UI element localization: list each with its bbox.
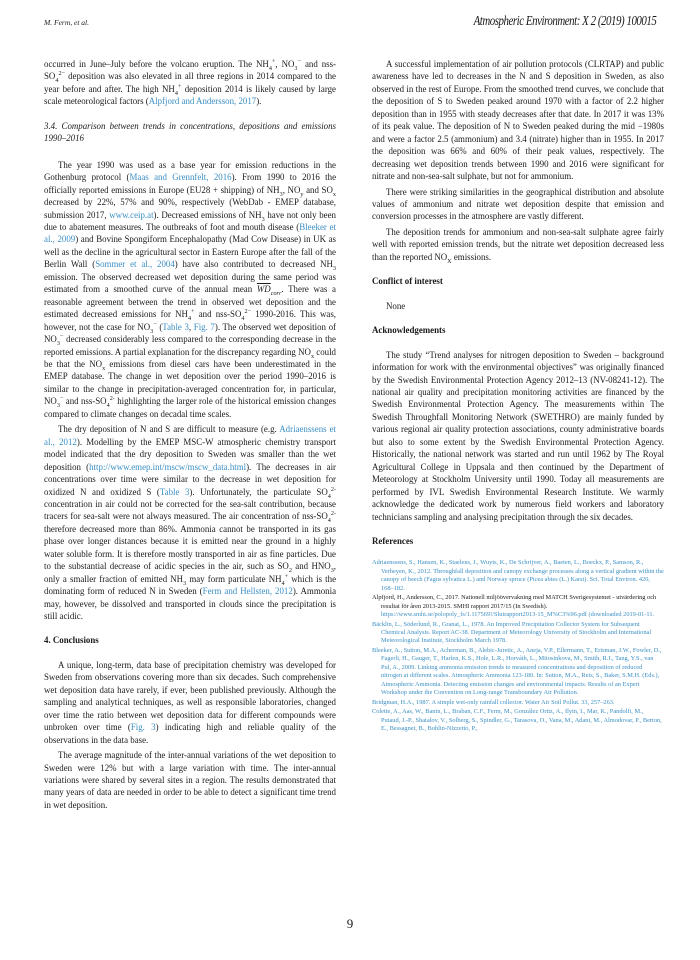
paragraph-acknowledgements: The study “Trend analyses for nitrogen deposition to Sweden – background information for work with the environmental objectives” was originally financed by the Swedish Environmental Protection Agency 2012–13 (NV-08241-12). The national air quality and precipitation monitoring activities are financed by the Swedish Environmental Protection Agency. The measurements within The Swedish Throughfall Monitoring Network (SWETHRO) are mainly funded by various regional air quality protection associations, county administrative boards but also to some extent by the Swedish Environmental Protection Agency. Historically, the national network was started and run until 1962 by The Royal Agricultural College in Uppsala and then continued by the Department of Meteorology at Stockholm University until 1990. Today all measurements are performed by IVL Swedish Environmental Research Institute. We warmly acknowledge the dedicated work by numerous field workers and laboratory technicians sampling and analysing precipitation through the six decades. <box>372 349 664 522</box>
reference-item <box>372 647 664 698</box>
subsection-title: 3.4. Comparison between trends in concentrations, depositions and emissions 1990–2016 <box>44 120 336 144</box>
reference-link[interactable]: https://www.smhi.se/polopoly_fs/1.117569!/Slutrapport2013-15_M%C3%96.pdf (downloaded 2019-01-11. <box>381 611 655 619</box>
left-column <box>44 58 336 814</box>
section-title-conflict: Conflict of interest <box>372 276 443 287</box>
figure-link[interactable]: Fig. 3 <box>130 722 156 733</box>
conflict-text: None <box>386 300 406 311</box>
paragraph-trends: The year 1990 was used as a base year for emission reductions in the Gothenburg protocol (Maas and Grennfelt, 2016). From 1990 to 2016 the officially reported emissions in Europe (EU28 + shipping) of $NH_3$, $NO_y$ and $SO_x$ decreased by 22%, 57% and 90%, respectively (WebDab - EMEP database, submission 2017, www.ceip.at). Decreased emissions of $NH_3$ have not only been due to abatement measures. The outbreaks of foot and mouth disease (Bleeker et al., 2009) and Bovine Spongiform Encephalopathy (Mad Cow Disease) in UK as well as the decline in the agricultural sector in Eastern Europe after the fall of the Berlin Wall (Sommer et al., 2004) have also contributed to decreased $NH_3$ emission. The observed decreased wet deposition during the same period was estimated from a smoothed curve of the annual mean $\overline{WD}_{corr}$. There was a reasonable agreement between the trend in observed wet deposition and the estimated decreased emissions for $NH_4^+$ and nss-$SO_4^{2-}$ 1990-2016. This was, however, not the case for $NO_3^-$ (Table 3, Fig. 7). The observed wet deposition of $NO_3^-$ decreased considerably less compared to the corresponding decrease in the reported emissions. A partial explanation for the discrepancy regarding $NO_x$ could be that the $NO_x$ emissions from diesel cars have been underestimated in the EMEP database. The change in wet deposition over the period 1990–2016 is similar to the change in precipitation-averaged concentration for, in particular, $NO_3^-$ and nss-$SO_4^{2-}$ highlighting the larger role of the historical emission changes compared to climate changes on decadal time scales. <box>44 159 337 419</box>
reference-item <box>372 621 664 646</box>
reference-item: Alpfjord, H., Andersson, C., 2017. Nationell miljöövervakning med MATCH Sverigesystemet - utvärdering och resultat för åren 2013-2015. SMHI rapport 2017/15 (In Swedish). https://www.smhi.se/polopoly_fs/1.117569!/Slutrapport2013-15_M%C3%96.pdf (downloaded 2019-01-11. <box>372 594 657 619</box>
reference-list <box>372 559 664 733</box>
figure-link[interactable]: Fig. 7 <box>193 321 215 332</box>
citation-link[interactable]: Maas and Grennfelt, 2016 <box>129 172 232 183</box>
reference-item <box>372 559 664 593</box>
paragraph-volcano: occurred in June–July before the volcano eruption. The $NH_4^+$, $NO_3^-$ and nss-$SO_4^{2-}$ deposition was also elevated in all three regions in 2014 compared to the year before and after. The high $NH_4^+$ deposition 2014 is likely caused by large scale meteorological factors (Alpfjord and Andersson, 2017). <box>44 58 336 107</box>
paragraph-dry-deposition: The dry deposition of N and S are difficult to measure (e.g. Adriaenssens et al., 2012). Modelling by the EMEP MSC-W atmospheric chemistry transport model indicated that the dry deposition to Sweden was smaller than the wet deposition (http://www.emep.int/mscw/mscw_data.html). The decreases in air concentrations over time were similar to the decrease in wet deposition for oxidized N and oxidized S (Table 3). Unfortunately, the particulate $SO_4^{2-}$ concentration in air could not be corrected for the sea-salt contribution, because tracers for sea-salt were not always measured. The air concentration of nss-$SO_4^{2-}$ therefore decreased more than 86%. Ammonia cannot be transported in its gas phase over longer distances because it is emitted near the ground in a highly water soluble form. It is therefore mostly transported in air as fine particles. Due to the substantial decrease of acidic species in the air, such as $SO_2$ and $HNO_3$, only a smaller fraction of emitted $NH_3$ may form particulate $NH_4^+$ which is the dominating form of reduced N in Sweden (Ferm and Hellsten, 2012). Ammonia may, however, be dissolved and transported in clouds since the precipitation is still acidic. <box>44 424 337 622</box>
paragraph-implementation: A successful implementation of air pollution protocols (CLRTAP) and public awareness have led to decreases in the N and S deposition in Sweden, as also observed in the rest of Europe. From the smoothed trend curves, we conclude that the deposition of S to Sweden peaked around 1970 with a factor of 2.2 higher deposition than in 1955 with steady decreases after that date. In 2017 it was 13% of its peak value. The deposition of N to Sweden peaked during the mid −1980s and were a factor 2.5 (ammonium) and 3.4 (nitrate) higher than in 1955. In 2017 the deposition was 66% and 60% of their peak values, respectively. The decreasing wet deposition trends between 1990 and 2016 were significant for nitrate and non-sea-salt sulphate, but not for ammonium. <box>372 59 664 182</box>
table-link[interactable]: Table 3 <box>159 486 190 497</box>
paragraph-conclusions-2: The average magnitude of the inter-annual variations of the wet deposition to Sweden were 12% but with a large variation with time. The inter-annual variations were shared by several sites in a region. The results demonstrated that many years of data are needed in order to be able to detect a significant time trend in wet deposition. <box>44 750 336 810</box>
page-number: 9 <box>346 916 354 931</box>
reference-link[interactable]: Bäcklin, L., Söderlund, R., Granat, L., 1978. An Improved Precipitation Collector System for Subsequent Chemical Analysis. Report AC-38. Department of Meteorology University of Stockholm and International Meteorological Institute, Stockholm March 1978. <box>372 620 652 645</box>
running-header <box>44 14 656 36</box>
section-title-acknowledgements: Acknowledgements <box>372 325 446 336</box>
citation-link[interactable]: Adriaenssens et al., 2012 <box>44 424 336 447</box>
reference-item <box>372 699 664 707</box>
web-link[interactable]: http://www.emep.int/mscw/mscw_data.html <box>89 461 247 472</box>
citation-link[interactable]: Alpfjord and Andersson, 2017 <box>148 96 257 107</box>
citation-link[interactable]: Bleeker et al., 2009 <box>44 221 336 245</box>
citation-link[interactable]: Sommer et al., 2004 <box>95 259 175 270</box>
header-authors: M. Ferm, et al. <box>44 18 89 27</box>
header-journal: Atmospheric Environment: X 2 (2019) 100015 <box>473 14 656 29</box>
citation-link[interactable]: Ferm and Hellsten, 2012 <box>202 586 293 597</box>
section-title-conclusions: 4. Conclusions <box>44 635 99 646</box>
paragraph-deposition-trends: The deposition trends for ammonium and non-sea-salt sulphate agree fairly well with reported emission trends, but the nitrate wet deposition decreased less than the reported $NO_X$ emissions. <box>372 226 664 265</box>
reference-item <box>372 708 664 733</box>
right-column <box>372 58 664 734</box>
table-link[interactable]: Table 3 <box>162 321 189 332</box>
section-title-references: References <box>372 535 414 546</box>
web-link[interactable]: www.ceip.at <box>109 209 154 220</box>
paragraph-conclusions-1: A unique, long-term, data base of precipitation chemistry was developed for Sweden from observations covering more than six decades. Such comprehensive wet deposition data have rarely, if ever, been published previously. Although the sampling and analytical techniques, as well as responsible laboratories, changed over time the ratio between wet deposition data for different compounds were unbroken over time (Fig. 3) indicating high and reliable quality of the observations in the data base. <box>44 659 336 745</box>
reference-link[interactable]: Colette, A., Aas, W., Banin, L., Braban, C.F., Ferm, M., González Ortiz, A., Ilyin, I., Mar, K., Pandolfi, M., Putaud, J.-P., Shatalov, V., Solberg, S., Spindler, G., Tarasova, O., Vana, M., Adani, M., Almodovar, P., Berton, E., Bessagnet, B., Bohlin-Nizzetto, P., <box>372 708 662 733</box>
paragraph-similarities: There were striking similarities in the geographical distribution and absolute values of ammonium and nitrate wet deposition despite that emission and conversion processes in the atmosphere are vastly different. <box>372 186 664 222</box>
reference-link[interactable]: Bleeker, A., Sutton, M.A., Acherman, B., Alebic-Juretic, A., Aneja, V.P., Ellermann, T., Erisman, J.W., Fowler, D., Fagerli, H., Gauger, T., Harlen, K.S., Hole, L.R., Horváth, L., Mitosinkova, M., Smith, R.I., Tang, Y.S., van Pul, A., 2009. Linking ammonia emission trends to measured concentrations and deposition of reduced nitrogen at different scales. Atmospheric Ammonia 123-180. In: Sutton, M.A., Reis, S., Baker, S.M.H. (Eds.), Atmospheric Ammonia. Detecting emission changes and environmental impacts. Results of an Expert Workshop under the Convention on Long-range Transboundary Air Pollution. <box>372 646 662 697</box>
reference-link[interactable]: Bridgman, H.A., 1987. A simple wet-only rainfall collector. Water Air Soil Pollut. 33, 257–263. <box>372 698 615 706</box>
reference-link[interactable]: Adriaenssens, S., Hansen, K., Staelens, J., Wuyts, K., De Schrijver, A., Baeten, L., Boeckx, P., Samson, R., Verheyen, K., 2012. Throughfall deposition and canopy exchange processes along a vertical gradient within the canopy of beech (Fagus sylvatica L.) and Norway spruce (Picea abies (L.) Karst). Sci. Total Environ. 420, 168–182. <box>372 559 664 592</box>
